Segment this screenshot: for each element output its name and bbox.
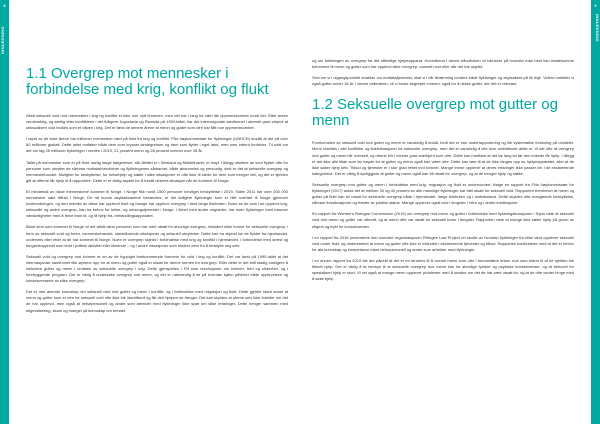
body-paragraph: og om beføringen av overgrep fra det offentlige hjelpeapparat. Hovedtema i denne håndboken vil fokusere på hvordan man best kan imøtekomme behovene til menn og gutter som har opplevd slike overgrep, uansett hvor eller når det har skjedd. [312, 58, 574, 70]
body-paragraph: Blant dem som kommer til Norge vil det altså være personer som har vært utsatt for alvorlige overgrep, inkludert ulike former for seksuelle overgrep, i form av seksuelt vold og tortur, menneskehandel, slaveliknende situasjoner og seksuell utnyttelse. Dette kan ha skjedd før de flyktet fra hjemlandet, underveis eller etter at de har kommet til Norge. Noen er overgrep skjedd i forbindelse med krig og konflikt i hjemlandet. I forbindelse med arrest og fengselsopphold som ledd i politisk aktivitet eller liknende – og i andre situasjoner som hindrer dem fra å beskytte seg selv. [26, 224, 288, 248]
section-tab-right [591, 0, 600, 424]
body-paragraph: Selv om vi i utgangspunktet snakker om mottakstjenester, skal vi i vår tilnærming vurdere både flyktninger og asylsøkere på lik linje. Videre omfatter vi også gutter under 18 år. I denne veilederen, vil vi bruke begrepet «menn» også for å dekke gutter, der det er relevant. [312, 75, 574, 87]
body-paragraph: I en rapport fra 2016 presenterte den svenske organisasjonen Refugee Law Project en studie av hvordan flyktninger fra ulike land opplever seksuell vold under flukt, og understreket at menn og gutter ofte ikke er inkludert i eksisterende tjenester og tilbud. Rapporten konkluderte med at det er behov for økt kunnskap og kompetanse blant helsepersonell og andre som arbeider med flyktninger. [312, 234, 574, 252]
body-paragraph: Et mindretall av disse menneskene kommer til Norge. I Norge fikk rundt 1500 personer innvilget beskyttelse i 2019. Siden 2011 har over 200 000 mennesker søkt tilflukt i Norge. De nå kunne asylsøknadene behandles, er det tidligere flyktninger som er blitt overført til Norge gjennom kvoteordningen, og den enkelte av disse har opplevd flukt og mange har opplevd overgrep i land langs fluktruten. Noen av de som har opplevd krig, seksuelle og andre overgrep, kan ha behov for helse- og omsorgstjenester i Norge. I likhet med andre migranter, har noen flyktninger med traumer vanskeligheter med å finne fram til, og få hjelp fra, behandlingsapparatet. [26, 188, 288, 219]
left-page [26, 0, 288, 424]
body-paragraph: Tallet på mennesker som er på flukt, sørlig lange bølgereiser, slik tilfellet er i Sirialand og Middelhavet, er høyt. I tillegg utsettes de som flykter ofte for personer som utnytter de sårbare mottaksforholdene og flyktningenes sårbarhet, både økonomisk og personlig, slutt er det at seksuelle overgrep og menneskehandel. Mulighet for beskyttelse, for helsehjelp og støtte i slike situasjoner er ofte ikke til stede for dem som trenger det, og det er sjelden gitt at offerne får hjelp til å rapportere. Dette er et viktig aspekt for å forstå ofrenes situasjon når de kommer til Norge. [26, 159, 288, 183]
body-paragraph: En rapport fra Women's Refugee Commission (2019) om overgrep mot menn og gutter i forbindelse med flyktningsituasjonen i Syria viste at seksuell vold mot menn og gutter var utbredt, og at menn ofte var utsatt for seksuell tortur i fengsler. Rapporten viste at mange ikke søker hjelp på grunn av stigma og frykt for konsekvenser. [312, 211, 574, 229]
body-paragraph: Altså seksuelt vold mot mennesker i krig og konflikt er ikke noe nytt fenomen, men det har i lang tid vært lite oppmerksomhet rundt det. Etter andre verdenskrig, og særlig etter konfliktene i det tidligere Jugoslavia og Rwanda på 1990-tallet, har det internasjonale samfunnet i økende grad erkjent at seksualisert vold brukes som et våpen i krig. Det er først de senere årene at menn og gutter som ofre har fått noe oppmerksomhet. [26, 113, 288, 131]
body-paragraph: Forekomsten av seksuell vold mot gutter og menn er vanskelig å anslå, fordi det er stor underrapportering og lite systematisk forskning på området. Menn utsettes i alle konflikter og fluktsituasjoner for seksuelle overgrep, men det er vanskelig å vite hvor omfattende dette er. Vi ser ofte at overgrep mot gutter og menn blir oversett, og ofrene blir i mindre grad anerkjent som ofre. Dette kan medføre at det tar lang tid før den enkelte får hjelp. I tillegg er det ikke alle tiltak som tar høyde for at gutter og menn også kan være ofre. Dette kan føre til at de ikke fanges opp av hjelpeapparatet, eller at de ikke søker hjelp selv. Tilbud og tjenester er i stor grad rettet mot kvinner. Mange menn opplever at deres erfaringer ikke passer inn i de eksisterende kategoriene. Det er viktig å synliggjøre at gutter og menn også kan bli utsatt for overgrep, og at de trenger hjelp og støtte. [312, 140, 574, 176]
body-paragraph: I løpet av de siste årene har millioner mennesker vært på flukt fra krig og konflikt. FNs høykommissær for flyktninger (UNHCR) anslår at det på over 80 millioner globalt. Dette tallet omfatter både dem som krysser landegrenser og dem som flytter i eget land, men som internt fordrives. Til slutt var det om lag 26 millioner flyktninger i verden i 2019, 21 prosent menn og 28 prosent kvinner over 18 år. [26, 136, 288, 154]
body-paragraph: I en annen rapport fra 2019 ble det påpekt at det er en tendens til å overse menn som ofre i humanitære kriser, noe som bidrar til at de sjelden blir tilbudt hjelp. Det er viktig å ta hensyn til at seksuelle overgrep mot menn kan ha alvorlige fysiske og psykiske konsekvenser, og at behovet for spesialisert hjelp er stort. Vi vet også at mange menn opplever problemer med å snakke om det de har vært utsatt for, og at de ofte venter lenge med å søke hjelp. [312, 257, 574, 282]
page-number-right: 9 [594, 4, 597, 8]
body-paragraph: Seksuelle overgrep mot gutter og menn i forbindelse med krig, migrasjon og flukt er undervurdert. Ifølge en rapport fra FNs høykommissær for flyktninger (2017) antas det at mellom 30 og 40 prosent av alle mannlige flyktninger har blitt utsatt for seksuell vold. Rapporten fremhever at menn og gutter på flukt kan bli utsatt for seksuelle overgrep både i hjemlandet, langs fluktruten og i mottaksland. Dette skyldes ofte manglende beskyttelse, sårbare livssituasjoner og fravær av juridisk status. Mange opplever også vold i fengsler, i leire og i andre institusjoner. [312, 181, 574, 206]
page-number-left: 8 [3, 4, 6, 8]
section-heading-1-1: 1.1 Overgrep mot mennesker i forbindelse med krig, konflikt og flukt [26, 65, 269, 98]
body-paragraph: Det er mer økende kunnskap om seksuell vold mot gutter og menn i konflikt, og i forbindelse med migrasjon og flukt. Dette gjelder blant annet at menn og gutter som er ofre for seksuell vold ofte ikke blir identifisert og får den hjelpen de trenger. Det kan skyldes at ofrene selv ikke forteller om det de har opplevd, men også at helsepersonell og andre som arbeider med flyktninger ikke spør om slike erfaringer. Dette henger sammen med stigmatisering, skam og mangel på kunnskap om temaet. [26, 289, 288, 313]
section-tab-left [0, 0, 9, 424]
section-heading-1-2: 1.2 Seksuelle overgrep mot gutter og menn [312, 96, 558, 129]
body-paragraph: Seksuell vold og overgrep mot kvinner er en av de hyppigst forekommende formene for vold i krig og konflikt. Det var først på 1990-tallet at det internasjonale samfunnet fikk øynene opp for at menn og gutter også er utsatt for denne formen for overgrep. Etter dette er det blitt stadig vanligere å inkludere gutter og menn i omtalen av seksuelle overgrep i krig. Dette gjenspeiles i FN sine resolusjoner om kvinner, fred og sikkerhet, og i forebyggende program. Det er viktig å undersøke overgrep mot menn, og det er nødvendig å se på hvordan kjønn påvirker både opplevelsen og konsekvensene av slike overgrep. [26, 253, 288, 284]
section-label-right: INNLEDNING [595, 14, 600, 42]
section-label-left: INNLEDNING [0, 26, 5, 54]
right-page [312, 0, 574, 424]
